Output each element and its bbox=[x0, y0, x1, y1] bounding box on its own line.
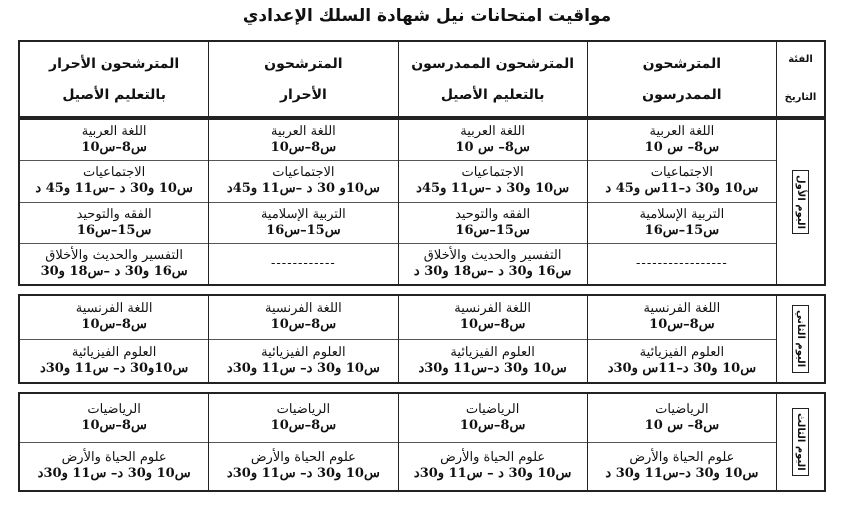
subject-name: التفسير والحديث والأخلاق bbox=[45, 247, 183, 263]
exam-time: س8–س10 bbox=[81, 317, 147, 333]
exam-slot bbox=[588, 443, 776, 491]
exam-time: س10 و30 د – س11 و30د bbox=[413, 466, 572, 482]
header-line2: بالتعليم الأصيل bbox=[62, 86, 166, 103]
exam-slot bbox=[209, 296, 397, 340]
exam-slot bbox=[399, 394, 587, 443]
day-label: اليوم الأول bbox=[792, 170, 809, 234]
day-block bbox=[18, 392, 826, 492]
category-date-cell bbox=[776, 42, 824, 116]
exam-time: س8–س10 bbox=[270, 140, 337, 156]
subject-name: الفقه والتوحيد bbox=[455, 206, 531, 222]
exam-time: س10 و30 د–11س و45 د bbox=[605, 181, 759, 197]
exam-slot bbox=[209, 443, 397, 491]
header-line1: المترشحون الممدرسون bbox=[411, 55, 575, 72]
subject-name: الرياضيات bbox=[465, 401, 520, 417]
subject-name: الاجتماعيات bbox=[82, 165, 146, 181]
exam-time: س8– س 10 bbox=[455, 140, 530, 156]
subject-name: علوم الحياة والأرض bbox=[440, 450, 546, 466]
subject-name: التربية الإسلامية bbox=[260, 206, 346, 222]
header-line2: بالتعليم الأصيل bbox=[440, 86, 545, 103]
day-label: اليوم الثاني bbox=[792, 305, 809, 372]
header-line1: المترشحون bbox=[264, 55, 343, 72]
exam-slot bbox=[20, 340, 208, 383]
schedule-column bbox=[20, 394, 208, 490]
exam-slot bbox=[20, 161, 208, 202]
subject-name: الرياضيات bbox=[655, 401, 709, 417]
exam-time: س15–س16 bbox=[455, 222, 530, 238]
exam-time: س15–س16 bbox=[266, 222, 341, 238]
subject-name: الاجتماعيات bbox=[272, 165, 335, 181]
subject-name: الرياضيات bbox=[87, 401, 141, 417]
exam-time: س16 و30 د –س18 و30 د bbox=[413, 263, 572, 279]
schedule-column bbox=[208, 296, 397, 382]
schedule-column bbox=[20, 296, 208, 382]
exam-time: س10 و30 د– س11 و30د bbox=[37, 466, 191, 482]
subject-name: علوم الحياة والأرض bbox=[61, 450, 167, 466]
schedule-column bbox=[398, 120, 587, 284]
header-col-free-original bbox=[20, 42, 208, 116]
exam-time: س8– س 10 bbox=[644, 140, 720, 156]
day-block bbox=[18, 118, 826, 286]
schedule-column bbox=[208, 394, 397, 490]
subject-name: الرياضيات bbox=[276, 401, 331, 417]
schedule-column bbox=[208, 120, 397, 284]
exam-slot bbox=[399, 443, 587, 491]
subject-name: علوم الحياة والأرض bbox=[250, 450, 356, 466]
subject-name: اللغة العربية bbox=[81, 124, 147, 140]
exam-time: س16 و30 د –س18 و30 bbox=[40, 263, 188, 279]
exam-slot bbox=[588, 296, 776, 340]
exam-time: س8–س10 bbox=[81, 140, 147, 156]
exam-slot bbox=[209, 161, 397, 202]
subject-name: اللغة الفرنسية bbox=[454, 301, 531, 317]
day-label: اليوم الثالث bbox=[792, 408, 809, 476]
exam-slot bbox=[20, 244, 208, 284]
exam-slot bbox=[20, 203, 208, 244]
header-line1: المترشحون bbox=[642, 55, 722, 72]
exam-time: س8– س 10 bbox=[644, 417, 720, 433]
exam-slot bbox=[588, 161, 776, 202]
subject-name: التربية الإسلامية bbox=[639, 206, 725, 222]
exam-slot bbox=[209, 244, 397, 284]
exam-slot bbox=[399, 203, 587, 244]
exam-slot bbox=[588, 244, 776, 284]
page-title: مواقيت امتحانات نيل شهادة السلك الإعدادي bbox=[242, 6, 612, 26]
header-col-schooled bbox=[587, 42, 776, 116]
exam-slot bbox=[209, 120, 397, 161]
exam-time: س10و30 د– س11 و30د bbox=[39, 360, 189, 376]
subject-name: الفقه والتوحيد bbox=[76, 206, 152, 222]
exam-time: س10 و30 د –س11 و45 د bbox=[35, 181, 193, 197]
subject-name: اللغة الفرنسية bbox=[75, 301, 153, 317]
exam-time: س10 و30 د– س11 و30د bbox=[226, 466, 380, 482]
exam-slot bbox=[588, 120, 776, 161]
subject-name: العلوم الفيزيائية bbox=[261, 344, 346, 360]
exam-slot bbox=[399, 120, 587, 161]
exam-time: س10 و30 د–س11 و30د bbox=[418, 360, 567, 376]
schedule-column bbox=[398, 394, 587, 490]
subject-name: اللغة العربية bbox=[649, 124, 715, 140]
exam-time: س8–س10 bbox=[459, 317, 526, 333]
schedule-column bbox=[587, 394, 776, 490]
day-label-cell bbox=[776, 296, 824, 382]
day-label-cell bbox=[776, 394, 824, 490]
exam-time: س8–س10 bbox=[459, 417, 526, 433]
date-label: التاريخ bbox=[784, 92, 817, 103]
subject-name: العلوم الفيزيائية bbox=[71, 344, 157, 360]
subject-name: العلوم الفيزيائية bbox=[450, 344, 535, 360]
day-label-cell bbox=[776, 120, 824, 284]
schedule-column bbox=[587, 296, 776, 382]
header-line2: الأحرار bbox=[279, 86, 327, 103]
header-line1: المترشحون الأحرار bbox=[49, 55, 180, 72]
exam-time: س10 و30 د–11س و30د bbox=[607, 360, 757, 376]
empty-slot-dashes: ------------ bbox=[271, 255, 336, 271]
category-label: الفئة bbox=[788, 54, 813, 65]
empty-slot-dashes: ----------------- bbox=[636, 255, 728, 271]
exam-slot bbox=[20, 443, 208, 491]
subject-name: اللغة الفرنسية bbox=[265, 301, 342, 317]
header-col-free bbox=[208, 42, 397, 116]
exam-time: س8–س10 bbox=[649, 317, 715, 333]
exam-slot bbox=[588, 203, 776, 244]
exam-slot bbox=[588, 340, 776, 383]
exam-slot bbox=[20, 296, 208, 340]
subject-name: العلوم الفيزيائية bbox=[639, 344, 725, 360]
exam-slot bbox=[209, 340, 397, 383]
exam-slot bbox=[399, 161, 587, 202]
subject-name: الاجتماعيات bbox=[461, 165, 524, 181]
schedule-column bbox=[398, 296, 587, 382]
exam-time: س15–س16 bbox=[644, 222, 720, 238]
exam-time: س15–س16 bbox=[76, 222, 152, 238]
exam-time: س8–س10 bbox=[81, 417, 147, 433]
day-block bbox=[18, 294, 826, 384]
exam-slot bbox=[20, 394, 208, 443]
exam-time: س10 و30 د –س11 و45د bbox=[416, 181, 570, 197]
subject-name: الاجتماعيات bbox=[650, 165, 714, 181]
exam-time: س10 و30 د– س11 و30د bbox=[226, 360, 380, 376]
subject-name: التفسير والحديث والأخلاق bbox=[423, 247, 562, 263]
exam-slot bbox=[209, 203, 397, 244]
exam-slot bbox=[399, 244, 587, 284]
exam-slot bbox=[399, 340, 587, 383]
exam-time: س8–س10 bbox=[270, 317, 337, 333]
header-row bbox=[18, 40, 826, 118]
schedule-column bbox=[20, 120, 208, 284]
header-col-schooled-original bbox=[398, 42, 587, 116]
exam-time: س8–س10 bbox=[270, 417, 337, 433]
exam-time: س10و 30 د –س11 و45د bbox=[226, 181, 380, 197]
exam-time: س10 و30 د–س11 و30 د bbox=[605, 466, 759, 482]
subject-name: اللغة العربية bbox=[270, 124, 336, 140]
exam-slot bbox=[588, 394, 776, 443]
schedule-column bbox=[587, 120, 776, 284]
subject-name: اللغة الفرنسية bbox=[643, 301, 721, 317]
subject-name: اللغة العربية bbox=[460, 124, 526, 140]
exam-slot bbox=[399, 296, 587, 340]
exam-slot bbox=[209, 394, 397, 443]
header-line2: الممدرسون bbox=[642, 86, 722, 103]
subject-name: علوم الحياة والأرض bbox=[629, 450, 735, 466]
exam-slot bbox=[20, 120, 208, 161]
